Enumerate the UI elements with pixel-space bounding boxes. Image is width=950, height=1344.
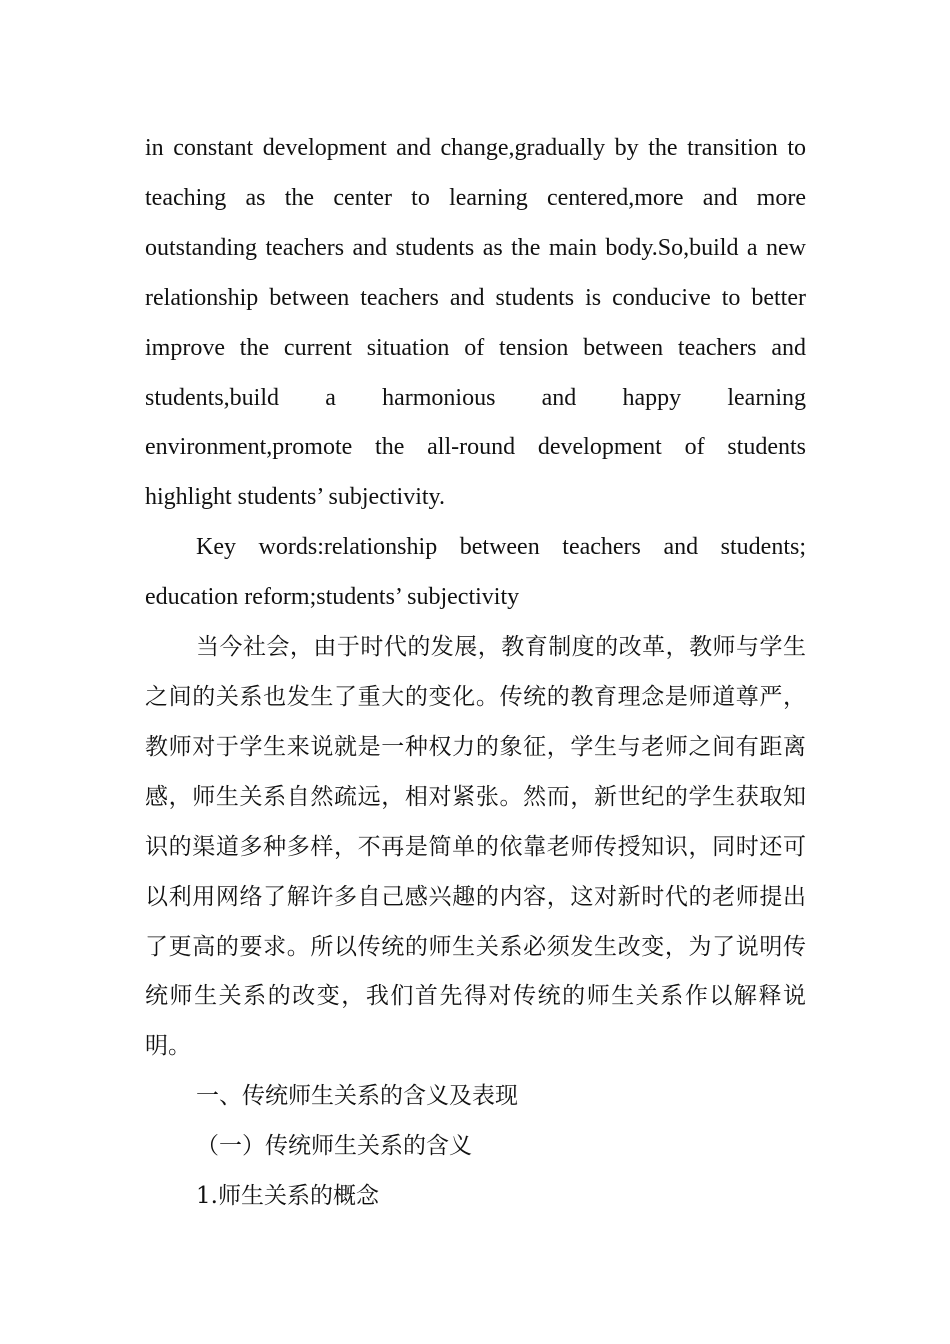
page-body: [145, 124, 806, 1222]
keywords-english-paragraph: Key words:relationship between teachers and students; education reform;students’ subjectivity: [145, 534, 806, 611]
abstract-english-paragraph: in constant development and change,gradually by the transition to teaching as the center to learning centered,more and more outstanding teachers and students as the main body.So,build a new relationship between teachers and students is conducive to better improve the current situation of tension between teachers and students,build a harmonious and happy learning environment,promote the all-round development of students highlight students’ subjectivity.: [145, 135, 806, 511]
subsection-heading: （一）传统师生关系的含义: [196, 1133, 472, 1160]
section-heading: 一、传统师生关系的含义及表现: [196, 1083, 518, 1110]
item-heading: 1.师生关系的概念: [196, 1183, 379, 1210]
introduction-chinese-paragraph: 当今社会，由于时代的发展，教育制度的改革，教师与学生之间的关系也发生了重大的变化。传统的教育理念是师道尊严，教师对于学生来说就是一种权力的象征，学生与老师之间有距离感，师生关系自然疏远，相对紧张。然而，新世纪的学生获取知识的渠道多种多样，不再是简单的依靠老师传授知识，同时还可以利用网络了解许多自己感兴趣的内容，这对新时代的老师提出了更高的要求。所以传统的师生关系必须发生改变，为了说明传统师生关系的改变，我们首先得对传统的师生关系作以解释说明。: [145, 634, 806, 1060]
